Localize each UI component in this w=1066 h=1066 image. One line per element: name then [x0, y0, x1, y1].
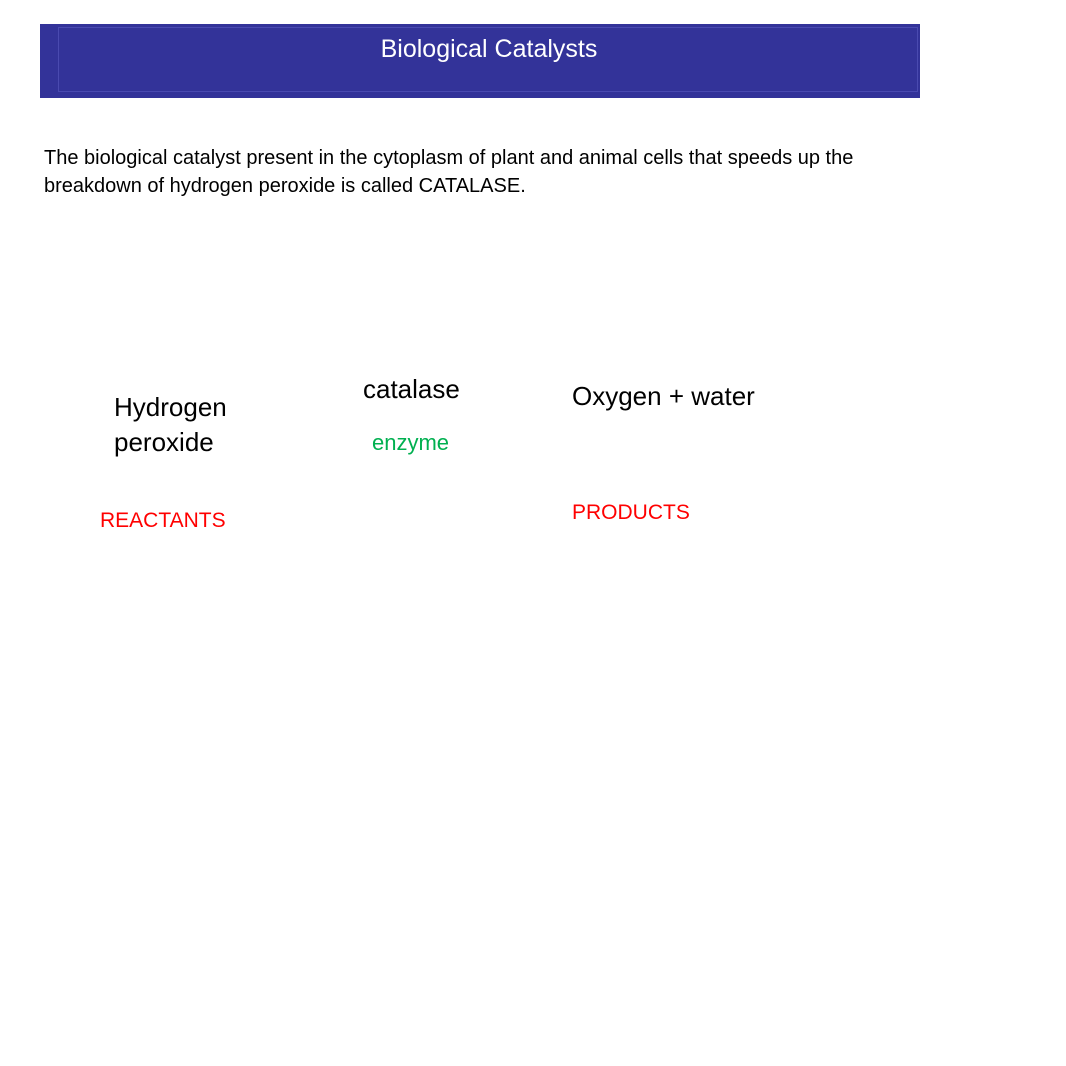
products-label: PRODUCTS [572, 501, 690, 524]
intro-paragraph: The biological catalyst present in the cytoplasm of plant and animal cells that speeds up the breakdown of hydrogen peroxide is called CATALASE. [44, 147, 854, 197]
product-names: Oxygen + water [572, 381, 755, 411]
reactants-label: REACTANTS [100, 509, 226, 532]
enzyme-type-label: enzyme [372, 430, 450, 455]
title-bar [40, 24, 920, 98]
page-title: Biological Catalysts [380, 35, 598, 63]
enzyme-name: catalase [363, 374, 460, 404]
reactant-name: Hydrogen peroxide [114, 392, 227, 457]
